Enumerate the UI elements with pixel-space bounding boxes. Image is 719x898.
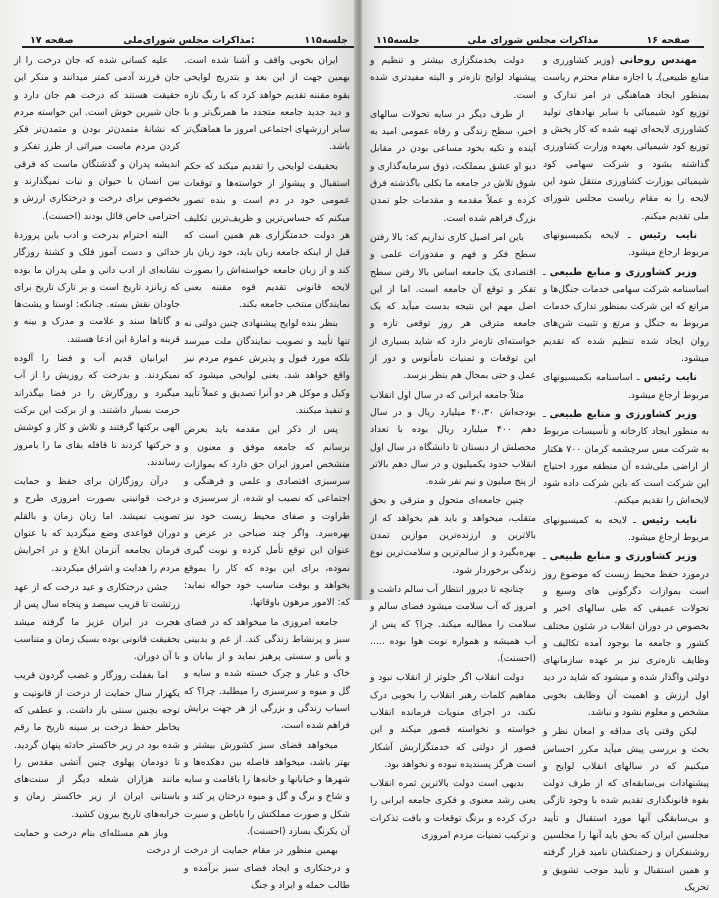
- paragraph-text: ـ اساسنامه شرکت سهامی خدمات جنگل‌ها و مراتع که این شرکت بمنظور تدارک خدمات مربوط به جنگل و مرتع و تثبیت شن‌های روان ایجاد شده تنظیم شده که تقدیم میشود.: [543, 266, 709, 365]
- paragraph: [370, 581, 536, 667]
- paragraph-text: ـ اساسنامه بکمیسیونهای مربوط ارجاع میشود.: [543, 372, 709, 401]
- paragraph-text: میخواهد فضای سبز کشورش بیشتر و بهتر باشد، میخواهد فاصله بین دهکده‌ها و شهرها و خیابانها و خانه‌ها را باقامت و سایه و شاخ و برگ و گل و میوه درختان پر کند و شکل و صورت مملکتش را باباطن و سیرت آن یکرنگ بسازد (احسنت).: [184, 739, 350, 838]
- paragraph-text: چنانچه تا دیروز انتظار آب سالم داشت و امروز که آب سلامت میشود فضای سالم و سلامت را مطالبه میکند. چرا؟ که پس از آب همیشه و همواره نوبت هوا بوده ..... (احسنت).: [370, 583, 536, 665]
- speaker-name: مهندس روحانی: [619, 55, 697, 66]
- paragraph: [370, 52, 536, 104]
- paragraph-text: جامعه امروزی ما میخواهد که در فضای سبز و پرنشاط زندگی کند. از غم و بدبینی و یأس و سستی پرهیز نماید و از بیابان و خاک و غبار و چرک خسته شده و سایه و گل و میوه و سرسبزی را میطلبد. چرا؟ که اسباب زندگی و بزرگی از هر جهت برایش فراهم شده است.: [184, 616, 350, 732]
- paragraph: [543, 723, 709, 896]
- right-page: [362, 0, 719, 893]
- session-number: جلسه۱۱۵: [376, 35, 420, 46]
- paragraph-text: از طرف دیگر در سایه تحولات سالهای اخیر، سطح زندگی و رفاه عمومی امید به آینده و تکیه بخود مساعی بودن در مقابل دیو او عشق بمملکت، ذوق سرمایه‌گذاری و شوق تلاش در جامعه ما بکلی باگذشته فرق کرده و عملاً مقدمه و مقدمات جلو تمدن بزرگ فراهم شده است.: [370, 108, 536, 224]
- paragraph-text: ایرانیان قدیم آب و فضا را آلوده نمیکردند. و بدرخت که روزیش را از آب میگیرد و روزگارش را در فضا بیگذراند حرمت بسیار داشتند. و از برکت این برکت الهی برکتها گرفتند و تلاش و کار و کوشش و حرکتها کردند تا قافله بقای ما را بامروز رساندند.: [14, 353, 180, 468]
- paragraph: [543, 548, 709, 721]
- paragraph-text: پس از ذکر این مقدمه باید بعرض برسانم که جامعه موفق و معنون و متشخص امروز ایران حق دارد که بموازات سرسبزی اقتصادی و علمی و فرهنگی و اجتماعی که نصیب او شده، از سرسبزی و طراوت و صفای محیط زیست خود نیز بهره‌ببرد. واگر چند صباحی در عرض و عنوان این توقع تأمل کرده و نوبت گیری نموده، برای این بوده که کار را بموقع بخواهد و بوقت مناسب خود حواله نماید: که: الامور مرهون باوقاتها.: [184, 424, 350, 609]
- paragraph-text: علیه کسانی شده که جان درخت را از جان فرزند آدمی کمتر میدانند و منکر این حقیقت هستند که درخت هم جان دارد و جان شیرین خوش است. این خواسته مردم که نشانهٔ متمدن‌تر بودن و متمدن‌تر فکر کردن مردم ماست میراثی از طرز تفکر و اندیشه پدران و گذشتگان ماست که فرقی بین انسان با حیوان و نبات نمیگذارند و بخصوص برای درخت و درختکاری ارزش و احترامی خاص قائل بودند (احسنت).: [14, 55, 180, 222]
- paragraph: [14, 579, 180, 665]
- paragraph: [543, 227, 709, 262]
- paragraph: [543, 264, 709, 368]
- paragraph-text: ـ لایحه بکمیسیونهای مربوط ارجاع میشود.: [543, 229, 709, 259]
- speaker-name: وزیر کشاورزی و منابع طبیعی: [549, 551, 697, 563]
- paragraph: [543, 512, 709, 547]
- header-rule: [22, 46, 354, 48]
- paragraph: [543, 406, 709, 510]
- paragraph: [370, 106, 536, 227]
- page-header: [30, 32, 348, 46]
- speaker-name: نایب رئیس: [641, 514, 697, 526]
- paragraph: [14, 825, 180, 860]
- speaker-name: وزیر کشاورزی و منابع طبیعی: [549, 408, 697, 420]
- page-number: صفحه ۱۷: [30, 35, 74, 46]
- paragraph-text: چنین جامعه‌ای متحول و مترقی و بحق متقلب، میخواهد و باید هم بخواهد که از بالاترین و ارزنده‌ترین موازین تمدن بهره‌بگیرد و از سالم‌ترین و سلامت‌ترین نوع زندگی برخوردار شود.: [370, 495, 536, 576]
- paragraph: [184, 737, 350, 841]
- paragraph-text: دولت بخدمتگزاری بیشتر و تنظیم و پیشنهاد لوایح تازه‌تر و البته مفیدتری شده است.: [370, 55, 536, 101]
- paragraph: [370, 387, 536, 491]
- paragraph: [14, 667, 180, 823]
- paragraph-text: ـ درمورد حفظ محیط زیست که موضوع روز است بموازات دگرگونی های وسیع و تحولات عمیقی که طی سالهای اخیر و بخصوص در دوران انقلاب در شئون مختلف کشور و جامعه ما بوجود آمده تکالیف و وظایف تازه‌تری نیز بر عهده سازمانهای دولتی واگذار شده و میشود که شاید در دید اول ارزش و اهمیت آن وظایف بخوبی مشخص و معلوم نشود و نباشد.: [543, 551, 709, 718]
- paragraph: [14, 227, 180, 348]
- paragraph: [370, 492, 536, 578]
- speaker-name: نایب رئیس: [639, 229, 697, 241]
- page-header: [376, 32, 690, 46]
- publication-title: مذاکرات مجلس شورای ملی: [467, 35, 599, 46]
- paragraph-text: لیکن وقتی پای مداقه و امعان نظر و بحث و بررسی پیش میآید مکرر احساس میکنیم که در سالهای انقلاب لوایح و پیشنهادات بی‌سابقه‌ای که از طرف دولت بقوه قانونگذاری تقدیم شده با وجود تازگی و بی‌سابقگی آنها مورد استقبال و تأیید مجلسین ایران که بحق باید آنها را مجلسین روشنفکران و زحمتکشان نامید قرار گرفته و همین استقبال و تأیید موجب تشویق و تحریک: [543, 726, 709, 893]
- paragraph-text: بدیهی است دولت بالاترین ثمره انقلاب یعنی رشد معنوی و فکری جامعه ایرانی را درک کرده و برنگ توقعات و بافت تذکرات و ترکیب تمنیات مردم امروزی: [370, 778, 536, 842]
- text-column: [543, 52, 709, 898]
- paragraph: [543, 52, 709, 225]
- page-number: صفحه ۱۶: [646, 35, 690, 46]
- paragraph-text: ایران بخوبی واقف و آشنا شده است. بهمین جهت از این بعد و بتدریج لوایحی بقوه مقننه تقدیم خواهد کرد که با رنگ تازه و دید جدید جامعه متجدد ما همرنگ‌تر و با سایر ارزشهای اجتماعی امروز ما هماهنگ‌تر باشد.: [184, 55, 350, 153]
- paragraph: [184, 421, 350, 611]
- paragraph: [184, 842, 350, 894]
- paragraph-text: البته احترام بدرخت و ادب باین پروردهٔ خدائی و دست آموز فلک و کشتهٔ روزگار نشانه‌ای از ادب دانی و ملی پدران ما بوده که زبانزد تاریخ است و بر تارک تاریخ برای جاودان نقش بسته. چنانکه: اوستا و یشت‌ها و گاتاها سند و علامت و مدرک و بینه و قرینه و امارهٔ این ادعا هستند.: [14, 229, 180, 345]
- paragraph: [14, 350, 180, 471]
- paragraph: [370, 229, 536, 385]
- publication-title: مذاکرات مجلس شورای‌ملی:: [123, 35, 255, 46]
- speaker-name: وزیر کشاورزی و منابع طبیعی: [549, 266, 697, 278]
- paragraph: [370, 775, 536, 844]
- paragraph-text: وباز هم مسئله‌ای بنام درخت و حمایت از درخت: [14, 828, 180, 857]
- paragraph: [14, 473, 180, 577]
- header-rule: [374, 46, 704, 48]
- text-column: [370, 52, 536, 846]
- paragraph-text: باین امر اصیل کاری نداریم که: بالا رفتن سطح فکر و فهم و مقدورات علمی و اقتصادی یک جامعه اساس بالا رفتن سطح تفکر و توقع آن جامعه است. اما از این اصل مهم این نتیجه بدست میآید که یک جامعه مترقی هر روز توقعی تازه و خواسته‌ای تازه‌تر دارد که شاید بسیاری از این توقعات و تمنیات نامأنوس و دور از عمل و حتی بمحال هم بنظر برسد.: [370, 231, 536, 382]
- paragraph: [184, 52, 350, 156]
- text-column: [14, 52, 180, 862]
- paragraph-text: بهمین منظور در مقام حمایت از درخت و درختکاری و ایجاد فضای سبز برآمده و طالب حمله و ایراد و جنگ: [184, 845, 350, 891]
- paragraph: [184, 315, 350, 419]
- paragraph-text: ـ به منظور ایجاد کارخانه و تأسیسات مربوط به شرکت مس سرچشمه کرمان ۷۰۰ هکتار از اراضی ملی‌شده آن منطقه مورد احتیاج این شرکت است که باین شرکت داده شود لایحه‌اش را تقدیم میکنم.: [543, 408, 710, 507]
- paragraph-text: (وزیر کشاورزی و منابع طبیعی)ـ با اجازه مقام محترم ریاست بمنظور ایجاد هماهنگی در امر تدارک و توزیع کود شیمیائی با سایر نهادهای تولید کشاورزی لایحه‌ای تهیه شده که کار پخش و توزیع کود شیمیائی بعهده وزارت کشاورزی گذاشته بشود و شرکت سهامی کود شیمیائی بوزارت کشاورزی منتقل شود این لایحه را به مقام ریاست مجلس شورای ملی تقدیم میکنم.: [543, 55, 709, 222]
- paragraph-text: اما بغفلت روزگار و غضب گردون قریب یکهزار سال حمایت از درخت از قانونیت و توجه بچنین سنتی باز داشت. و عطفی که بخاطر حفظ درخت بر سینه تاریخ ما رقم شده بود در زیر خاکستر حادثه پنهان گردید. تا دودمان پهلوی چنین آتشی مقدس را مانند هزاران شعله دیگر از سنت‌های باستانی ایران از زیر خاکستر زمان و خرابه‌های تاریخ بیرون کشید.: [14, 670, 180, 820]
- paragraph-text: دولت انقلاب اگر جلوتر از انقلاب نبود و مفاهیم کلمات رهبر انقلاب را بخوبی درک نکند، در اجرای منویات فرمانده انقلاب خواسته و نخواسته قصور میکند و این قصور از دولتی که خدمتگزاریش آشکار است هرگز پسندیده نبوده و نخواهد بود.: [370, 672, 536, 770]
- paragraph: [14, 52, 180, 225]
- paragraph-text: درآن روزگاران برای حفظ و حمایت درخت قوانینی بصورت امروزی طرح و تصویب نمیشد. اما زبان زمان و بالقلم دوران قواعدی وضع میگردید که با عنوان فرمان بجامعه آنزمان ابلاغ و در اجرایش مردم را هدایت و اشراق میکردند.: [14, 476, 180, 574]
- paragraph-text: بحقیقت لوایحی را تقدیم میکند که حکم استقبال و پیشواز از خواسته‌ها و توقعات عمومی خود در دم است و بنده تصور میکنم که حساس‌ترین و ظریف‌ترین تکلیف هر دولت خدمتگزاری هم همین است که قبل از اینکه جامعه زبان باید، خود زبان باز کند و از زبان جامعه خواسته‌اش را بصورت لایحه قانونی تقدیم قوه مقننه یعنی نمایندگان منتخب جامعه بکند.: [184, 160, 350, 311]
- paragraph-text: جشن درختکاری و عید درخت که از عهد زرتشت تا قریب سیصد و پنجاه سال پس از هجرت در ایران عزیز ما گرفته میشد بحقیقت قانونی بوده بسبک زمان و متناسب با آن دوران.: [14, 581, 180, 663]
- session-number: جلسه۱۱۵: [304, 35, 348, 46]
- paragraph: [370, 669, 536, 773]
- paragraph: [543, 369, 709, 404]
- left-page: [0, 0, 356, 891]
- paragraph-text: مثلاً جامعه ایرانی که در سال اول انقلاب بودجه‌اش ۴۰،۳۰ میلیارد ریال و در سال دهم ۴۰۰ میلیارد ریال بوده با تعداد محصلش از دبستان تا دانشگاه در سال اول انقلاب حدود یکمیلیون و در سال دهم بالاتر از پنج میلیون و نیم نفر شده.: [370, 389, 537, 488]
- speaker-name: نایب رئیس: [643, 372, 697, 384]
- paragraph-text: ـ لایحه به کمیسیونهای مربوط ارجاع میشود.: [543, 514, 709, 544]
- paragraph-text: بنظر بنده لوایح پیشنهادی چنین دولتی نه تنها تأیید و تصویب نمایندگان ملت میرسد بلکه مورد قبول و پذیرش عموم مردم نیز واقع خواهد شد. یعنی لوایحی میشود که وکیل و موکل هر دو آنرا تصدیق و عملاً تأیید و تنفیذ میکنند.: [184, 318, 350, 416]
- paragraph: [184, 614, 350, 735]
- text-column: [184, 52, 350, 896]
- paragraph: [184, 158, 350, 314]
